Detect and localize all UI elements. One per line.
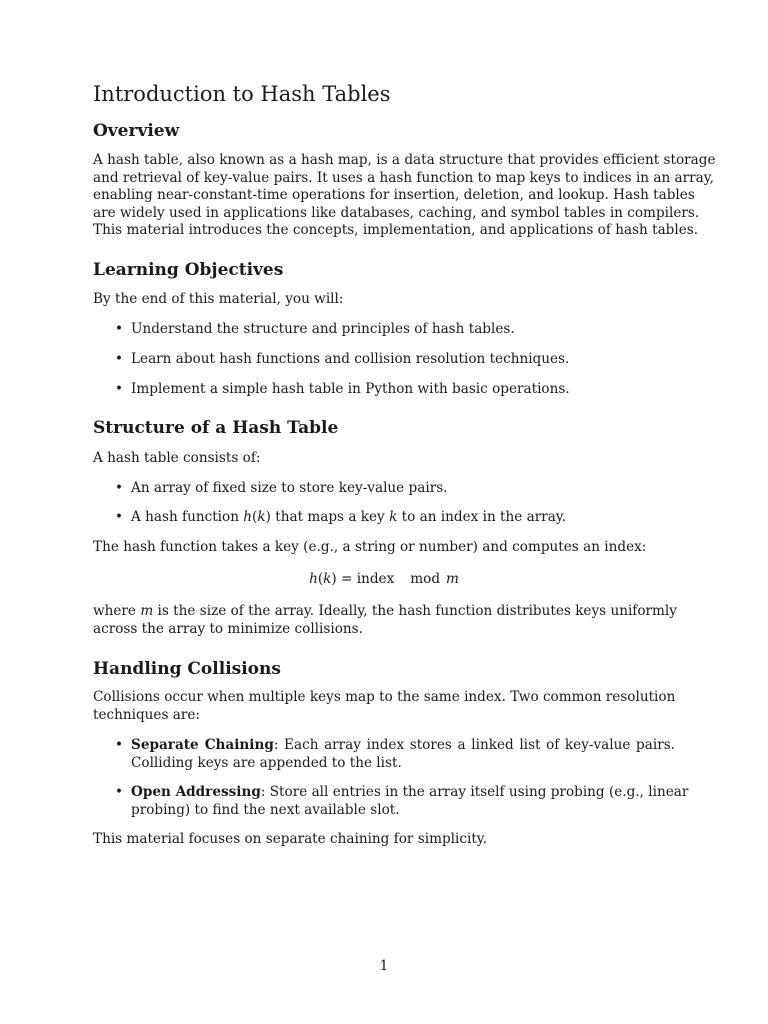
collisions-closing: This material focuses on separate chaining for simplicity. [93,831,487,847]
list-item-text [131,737,675,772]
document-title: Introduction to Hash Tables [93,82,391,106]
math-variable: m [140,603,154,619]
paragraph-line: probing) to find the next available slot. [131,801,400,818]
collisions-heading: Handling Collisions [93,659,281,679]
hash-formula [93,571,675,587]
bullet-icon: • [115,351,124,367]
structure-intro: A hash table consists of: [93,450,261,466]
list-item-text [131,784,689,819]
objectives-intro: By the end of this material, you will: [93,291,344,307]
math-variable: k [257,509,266,525]
term: Separate Chaining [131,737,274,753]
text-fragment: ) [331,571,337,587]
math-variable: h [243,509,253,525]
overview-line: are widely used in applications like databases, caching, and symbol tables in compilers. [93,204,700,221]
text-fragment: that maps a key [270,509,390,525]
paragraph-line [131,737,675,755]
paragraph-line [131,784,689,802]
text-fragment: : Each array index stores a linked list of key-value pairs. [273,737,675,753]
list-item-text: Learn about hash functions and collision resolution techniques. [131,351,570,367]
term: Open Addressing [131,784,261,800]
paragraph-line: across the array to minimize collisions. [93,620,363,637]
text-fragment: where [93,603,141,619]
paragraph-line: Colliding keys are appended to the list. [131,754,402,771]
objectives-heading: Learning Objectives [93,260,284,280]
overview-heading: Overview [93,121,180,141]
text-fragment: is the size of the array. Ideally, the hash function distributes keys uniformly [153,603,677,619]
bullet-icon: • [115,737,124,753]
text-fragment: ) [265,509,271,525]
page-number: 1 [379,958,389,974]
overview-line: A hash table, also known as a hash map, is a data structure that provides efficient storage [93,152,716,168]
bullet-icon: • [115,381,124,397]
structure-explain: The hash function takes a key (e.g., a string or number) and computes an index: [93,539,647,555]
math-variable: h [309,571,318,587]
paragraph-line: techniques are: [93,706,201,723]
math-variable: m [446,571,459,587]
collisions-intro [93,689,675,724]
list-item-text: Implement a simple hash table in Python with basic operations. [131,381,570,397]
list-item-text: Understand the structure and principles of hash tables. [131,321,515,337]
paragraph-line [93,603,675,621]
text-fragment: A hash function [131,509,244,525]
bullet-icon: • [115,321,124,337]
list-item-text [131,509,675,527]
overview-line: This material introduces the concepts, implementation, and applications of hash tables. [93,222,699,238]
overview-paragraph [93,152,716,240]
math-variable: k [323,571,332,587]
text-fragment: : Store all entries in the array itself using probing (e.g., linear [260,784,689,800]
list-item-text: An array of fixed size to store key-value pairs. [131,480,448,496]
overview-line: enabling near-constant-time operations for insertion, deletion, and lookup. Hash tables [93,187,695,203]
math-variable: k [389,509,398,525]
structure-after-paragraph [93,603,675,638]
text-fragment: to an index in the array. [397,509,567,525]
paragraph-line: Collisions occur when multiple keys map to the same index. Two common resolution [93,689,676,705]
overview-line: and retrieval of key-value pairs. It uses a hash function to map keys to indices in an array, [93,169,714,186]
structure-heading: Structure of a Hash Table [93,418,339,438]
bullet-icon: • [115,480,124,496]
text-fragment: mod [410,571,441,587]
bullet-icon: • [115,784,124,800]
bullet-icon: • [115,509,124,525]
text-fragment: ( [252,509,258,525]
text-fragment: = index [336,571,395,587]
text-fragment: ( [317,571,324,587]
